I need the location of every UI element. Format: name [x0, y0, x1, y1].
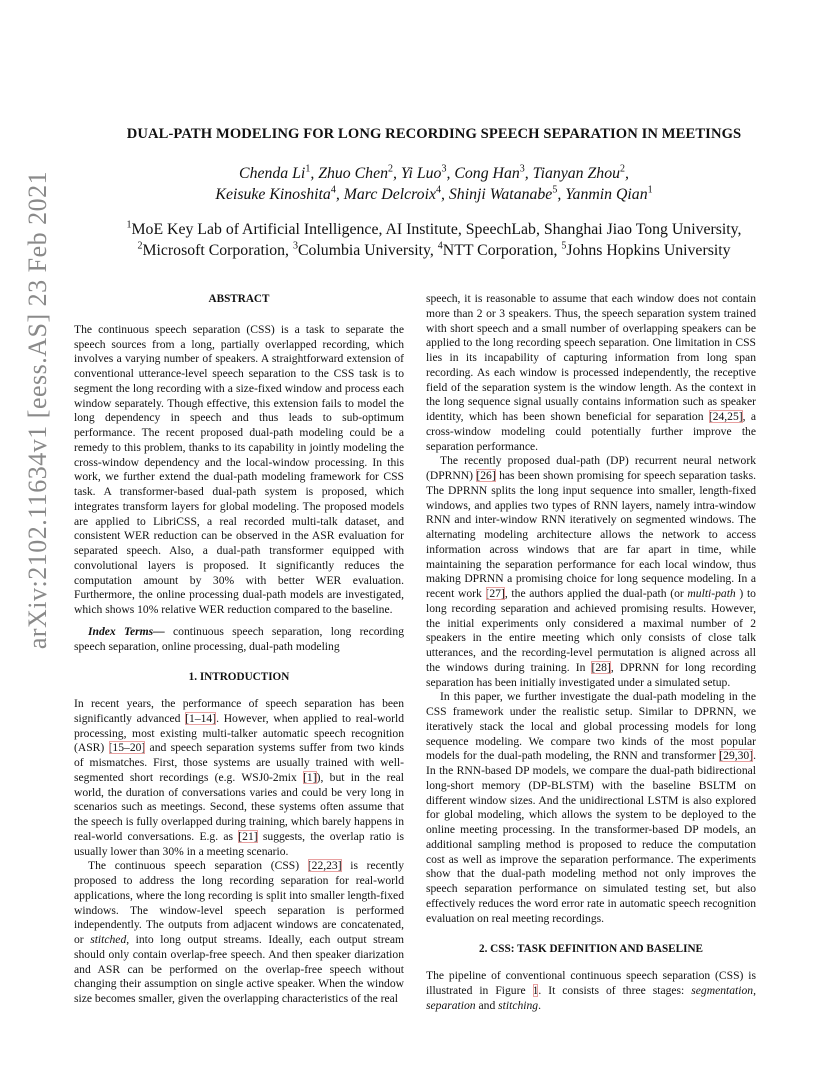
author-name: Chenda Li	[239, 165, 306, 182]
citation-link[interactable]: [29,30]	[719, 749, 754, 763]
affiliation-line-2: $^2$Microsoft Corporation, $^3$Columbia University, $^4$NTT Corporation, $^5$Johns Hopkins University	[137, 240, 731, 259]
citation-link[interactable]: [21]	[238, 829, 258, 843]
section-2-heading: 2. CSS: TASK DEFINITION AND BASELINE	[478, 943, 704, 956]
intro-paragraph-1: In recent years, the performance of speech separation has been significantly advanced [1–14]. However, when applied to real-world processing, most existing multi-talker automatic speech recognition (ASR) [15–20] and speech separation systems suffer from two kinds of mismatches. First, those systems are usually trained with well-segmented short recordings (e.g. WSJ0-2mix [1]), but in the real world, the duration of conversations varies and could be very long in scenarios such as meetings. Second, these systems often assume that the speech is fully overlapped during training, which barely happens in real-world conversations. E.g. as [21] suggests, the overlap ratio is usually lower than 30% in a meeting scenario.	[74, 697, 405, 858]
author-name: Yi Luo	[400, 165, 442, 182]
author-name: Tianyan Zhou	[532, 165, 620, 182]
citation-link[interactable]: [15–20]	[108, 741, 146, 755]
affiliations	[70, 219, 798, 261]
figure-link[interactable]: 1	[532, 983, 539, 997]
citation-link[interactable]: [28]	[591, 660, 611, 674]
citation-link[interactable]: [27]	[485, 587, 505, 600]
author-name: Marc Delcroix	[343, 186, 436, 203]
citation-link[interactable]: [1–14]	[185, 711, 217, 725]
citation-link[interactable]: [24,25]	[708, 410, 743, 423]
author-line-2: Keisuke Kinoshita$^4$, Marc Delcroix$^4$, Shinji Watanabe$^5$, Yanmin Qian$^1$	[215, 184, 653, 203]
author-list	[70, 163, 798, 205]
author-name: Zhuo Chen	[318, 165, 388, 182]
abstract-text: The continuous speech separation (CSS) is a task to separate the speech sources from a long, partially overlapped recording, which involves a varying number of speakers. A straightforward extension of conventional utterance-level speech separation to the CSS task is to segment the long recording with a size-fixed window and process each window separately. Though effective, this extension fails to model the long dependency in speech and thus leads to sub-optimum performance. The recent proposed dual-path modeling could be a remedy to this problem, thanks to its capability in jointly modeling the cross-window dependency and the local-window processing. In this work, we further extend the dual-path modeling framework for CSS task. A transformer-based dual-path system is proposed, which integrates transform layers for global modeling. The proposed models are applied to LibriCSS, a real recorded multi-talk dataset, and consistent WER reduction can be observed in the ASR evaluation for separated speech. Also, a dual-path transformer equipped with convolutional layers is proposed. It significantly reduces the computation amount by 30% with better WER evaluation. Furthermore, the online processing dual-path models are investigated, which shows 10% relative WER reduction compared to the baseline.	[74, 322, 404, 616]
right-column	[426, 292, 756, 1013]
author-name: Yanmin Qian	[565, 186, 648, 203]
author-name: Cong Han	[454, 165, 520, 182]
left-column	[74, 292, 404, 1007]
index-terms: Index Terms— continuous speech separation, long recording speech separation, online processing, dual-path modeling	[74, 624, 404, 653]
author-name: Keisuke Kinoshita	[215, 186, 331, 203]
affiliation-line-1: $^1$MoE Key Lab of Artificial Intelligence, AI Institute, SpeechLab, Shanghai Jiao Tong University,	[126, 219, 742, 238]
intro-paragraph-2: The continuous speech separation (CSS) [22,23] is recently proposed to address the long recording separation for real-world applications, where the long recording is split into smaller length-fixed windows. The window-level speech separation is performed independently. The outputs from adjacent windows are concatenated, or stitched, into long output streams. Ideally, each output stream should only contain overlap-free speech. And then speaker diarization and ASR can be performed on the overlap-free speech without changing their assumption on single active speaker. When the window size becomes smaller, given the overlapping characteristics of the real	[74, 859, 405, 1005]
author-line-1: Chenda Li$^1$, Zhuo Chen$^2$, Yi Luo$^3$, Cong Han$^3$, Tianyan Zhou$^2$,	[239, 163, 629, 182]
introduction-heading: 1. INTRODUCTION	[188, 671, 290, 684]
arxiv-identifier: arXiv:2102.11634v1 [eess.AS] 23 Feb 2021	[23, 170, 53, 650]
author-name: Shinji Watanabe	[448, 186, 553, 203]
arxiv-identifier-sidebar	[20, 150, 56, 670]
right-paragraph-2: The recently proposed dual-path (DP) recurrent neural network (DPRNN) [26] has been shown promising for speech separation tasks. The DPRNN splits the long input sequence into smaller, length-fixed windows, and applies two types of RNN layers, namely intra-window RNN and inter-window RNN iteratively on segmented windows. The alternating modeling architecture allows the network to access information across windows that are far apart in time, while maintaining the separation performance for each local window, thus making DPRNN a promising choice for long sequence modeling. In a recent work [27], the authors applied the dual-path (or multi-path ) to long recording separation and achieved promising results. However, the initial experiments only considered a maximal number of 2 speakers in the entire meeting which only consists of close talk utterances, and the recording-level permutation is aligned across all the windows during training. In [28], DPRNN for long recording separation has been initially investigated under a simulated setup.	[426, 454, 757, 689]
right-paragraph-3: In this paper, we further investigate the dual-path modeling in the CSS framework under the realistic setup. Similar to DPRNN, we iteratively stack the local and global processing models for long sequence modeling. We compare two kinds of the most popular models for the dual-path modeling, the RNN and transformer [29,30]. In the RNN-based DP models, we compare the dual-path bidirectional long-short memory (DP-BLSTM) with the baseline BSLTM on different window sizes. And the unidirectional LSTM is also explored for global modeling, which allows the system to be deployed to the online meeting processing. In the transformer-based DP models, an additional sampling method is proposed to reduce the computation cost as well as improve the separation performance. The experiments show that the dual-path modeling method not only improves the speech separation performance on simulated testing set, but also effectively reduces the word error rate in automatic speech recognition evaluation on real meeting recordings.	[426, 690, 756, 925]
right-paragraph-1: speech, it is reasonable to assume that each window does not contain more than 2 or 3 speakers. Thus, the speech separation system trained with short speech and a small number of overlapping speakers can be applied to the long recording speech separation. One limitation in CSS lies in its incapability of capturing information from long span recording. As each window is processed independently, the receptive field of the separation system is the window length. As the context in the long sequence signal usually contains information such as speaker identity, which has been shown beneficial for separation [24,25], a cross-window modeling could potentially further improve the separation performance.	[426, 292, 756, 453]
abstract-heading: ABSTRACT	[208, 293, 270, 305]
citation-link[interactable]: [26]	[476, 469, 496, 482]
citation-link[interactable]: [1]	[303, 770, 317, 784]
section-2-paragraph: The pipeline of conventional continuous speech separation (CSS) is illustrated in Figure 1. It consists of three stages: segmentation, separation and stitching.	[426, 969, 756, 1012]
citation-link[interactable]: [22,23]	[307, 859, 342, 873]
paper-title: DUAL-PATH MODELING FOR LONG RECORDING SPEECH SEPARATION IN MEETINGS	[126, 126, 742, 142]
